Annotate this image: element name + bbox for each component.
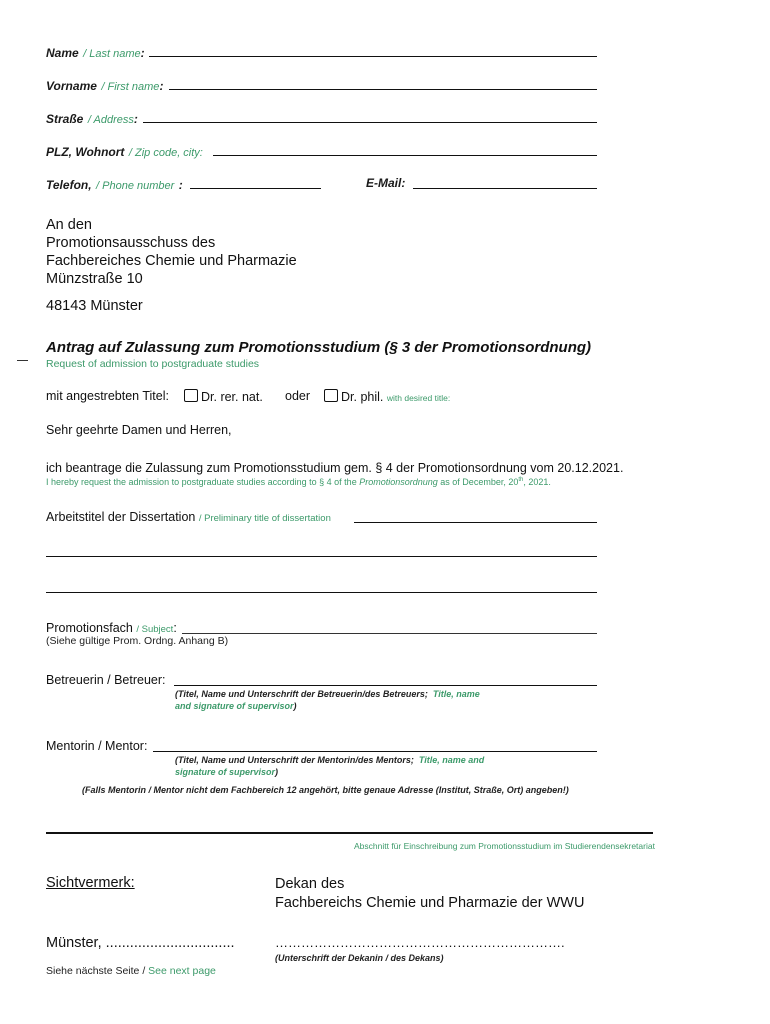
address-line-4: Münzstraße 10 <box>46 271 143 287</box>
mentor-label: Mentorin / Mentor: <box>46 739 148 753</box>
email-label: E-Mail: <box>366 176 406 190</box>
first-name-label-de: Vorname <box>46 79 97 93</box>
name-input-line[interactable] <box>149 56 597 57</box>
address-field-label <box>46 110 138 128</box>
address-label-de: Straße <box>46 112 84 126</box>
degree-or: oder <box>285 389 311 403</box>
first-name-colon: : <box>159 79 164 93</box>
request-text-en <box>46 477 551 487</box>
dissertation-label-de: Arbeitstitel der Dissertation <box>46 510 196 524</box>
degree-label: mit angestrebten Titel: <box>46 389 169 403</box>
address-line-2: Promotionsausschuss des <box>46 235 216 251</box>
supervisor-note-de: (Titel, Name und Unterschrift der Betreuerin/des Betreuers; <box>175 689 428 699</box>
dissertation-input-line-1[interactable] <box>354 522 597 523</box>
subject-note: (Siehe gültige Prom. Ordng. Anhang B) <box>46 635 229 647</box>
subject-label-en: / Subject <box>136 624 174 635</box>
degree-option-rer-nat[interactable] <box>184 389 263 404</box>
zip-city-label-de: PLZ, Wohnort <box>46 145 125 159</box>
supervisor-input-line[interactable] <box>174 685 597 686</box>
request-en-prefix: I hereby request the admission to postgraduate studies according to § 4 of the <box>46 477 357 487</box>
mentor-note-en-2: signature of supervisor <box>175 767 276 777</box>
dean-line-2: Fachbereichs Chemie und Pharmazie der WWU <box>275 895 585 911</box>
degree-option-rer-nat-label: Dr. rer. nat. <box>201 390 263 404</box>
footer-next-page <box>46 965 216 977</box>
name-colon: : <box>140 46 145 60</box>
phone-field-label <box>46 176 183 194</box>
mentor-note-en-1: Title, name and <box>418 755 485 765</box>
name-field-label <box>46 44 145 62</box>
request-en-sup: th <box>518 477 524 483</box>
name-label-de: Name <box>46 46 79 60</box>
zip-city-input-line[interactable] <box>213 155 597 156</box>
supervisor-note-en-1: Title, name <box>432 689 480 699</box>
place-date-field[interactable]: Münster, ................................ <box>46 935 235 951</box>
first-name-label-en: / First name <box>101 81 160 93</box>
section-divider <box>46 832 653 834</box>
subject-input-line[interactable] <box>182 633 597 634</box>
checkbox-phil[interactable] <box>324 389 338 402</box>
mentor-note-close: ) <box>275 767 279 777</box>
zip-city-label-en: / Zip code, city: <box>128 147 203 159</box>
form-subtitle-en: Request of admission to postgraduate studies <box>46 358 260 370</box>
address-line-3: Fachbereiches Chemie und Pharmazie <box>46 253 297 269</box>
dean-line-1: Dekan des <box>275 876 345 892</box>
subject-label <box>46 621 177 635</box>
address-label-en: / Address <box>87 114 134 126</box>
dissertation-label-en: / Preliminary title of dissertation <box>198 513 331 524</box>
form-title: Antrag auf Zulassung zum Promotionsstudium (§ 3 der Promotionsordnung) <box>46 339 592 356</box>
margin-mark <box>17 360 28 361</box>
first-name-field-label <box>46 77 163 95</box>
phone-label-de: Telefon, <box>46 178 92 192</box>
phone-input-line[interactable] <box>190 188 321 189</box>
request-en-mid: as of December, 20 <box>440 477 519 487</box>
address-line-5: 48143 Münster <box>46 298 143 314</box>
request-en-italic: Promotionsordnung <box>359 477 438 487</box>
first-name-input-line[interactable] <box>169 89 597 90</box>
address-colon: : <box>133 112 138 126</box>
supervisor-note-close: ) <box>293 701 297 711</box>
degree-row <box>46 389 169 403</box>
supervisor-label: Betreuerin / Betreuer: <box>46 673 166 687</box>
degree-label-en: with desired title: <box>386 393 451 403</box>
address-input-line[interactable] <box>143 122 597 123</box>
dissertation-input-line-3[interactable] <box>46 592 597 593</box>
subject-colon: : <box>173 621 177 635</box>
mentor-input-line[interactable] <box>153 751 597 752</box>
dean-signature-line[interactable]: …………………………………………………………. <box>275 935 565 950</box>
footer-en: See next page <box>148 965 216 977</box>
request-en-suffix: , 2021. <box>523 477 551 487</box>
phone-label-en: / Phone number <box>96 180 175 192</box>
dean-block <box>275 875 584 913</box>
email-input-line[interactable] <box>413 188 597 189</box>
mentor-note-de: (Titel, Name und Unterschrift der Mentorin/des Mentors; <box>175 755 414 765</box>
degree-option-phil[interactable] <box>324 389 450 404</box>
degree-option-phil-label: Dr. phil. <box>341 390 384 404</box>
zip-city-field-label <box>46 143 203 161</box>
name-label-en: / Last name <box>83 48 141 60</box>
checkbox-rer-nat[interactable] <box>184 389 198 402</box>
sichtvermerk-label: Sichtvermerk: <box>46 875 135 891</box>
phone-colon: : <box>178 178 183 192</box>
dean-signature-caption: (Unterschrift der Dekanin / des Dekans) <box>275 953 444 963</box>
recipient-address <box>46 216 297 288</box>
salutation: Sehr geehrte Damen und Herren, <box>46 423 232 437</box>
section-note: Abschnitt für Einschreibung zum Promotionsstudium im Studierendensekretariat <box>354 841 655 851</box>
mentor-hint: (Falls Mentorin / Mentor nicht dem Fachbereich 12 angehört, bitte genaue Adresse (Institut, Straße, Ort) angeben!) <box>82 785 569 795</box>
subject-label-de: Promotionsfach <box>46 621 133 635</box>
supervisor-note <box>175 688 480 712</box>
supervisor-note-en-2: and signature of supervisor <box>175 701 294 711</box>
address-line-1: An den <box>46 217 92 233</box>
request-text-de: ich beantrage die Zulassung zum Promotionsstudium gem. § 4 der Promotionsordnung vom 20.12.2021. <box>46 461 624 475</box>
dissertation-label <box>46 510 331 524</box>
footer-de: Siehe nächste Seite / <box>46 965 146 977</box>
mentor-note <box>175 754 484 778</box>
dissertation-input-line-2[interactable] <box>46 556 597 557</box>
